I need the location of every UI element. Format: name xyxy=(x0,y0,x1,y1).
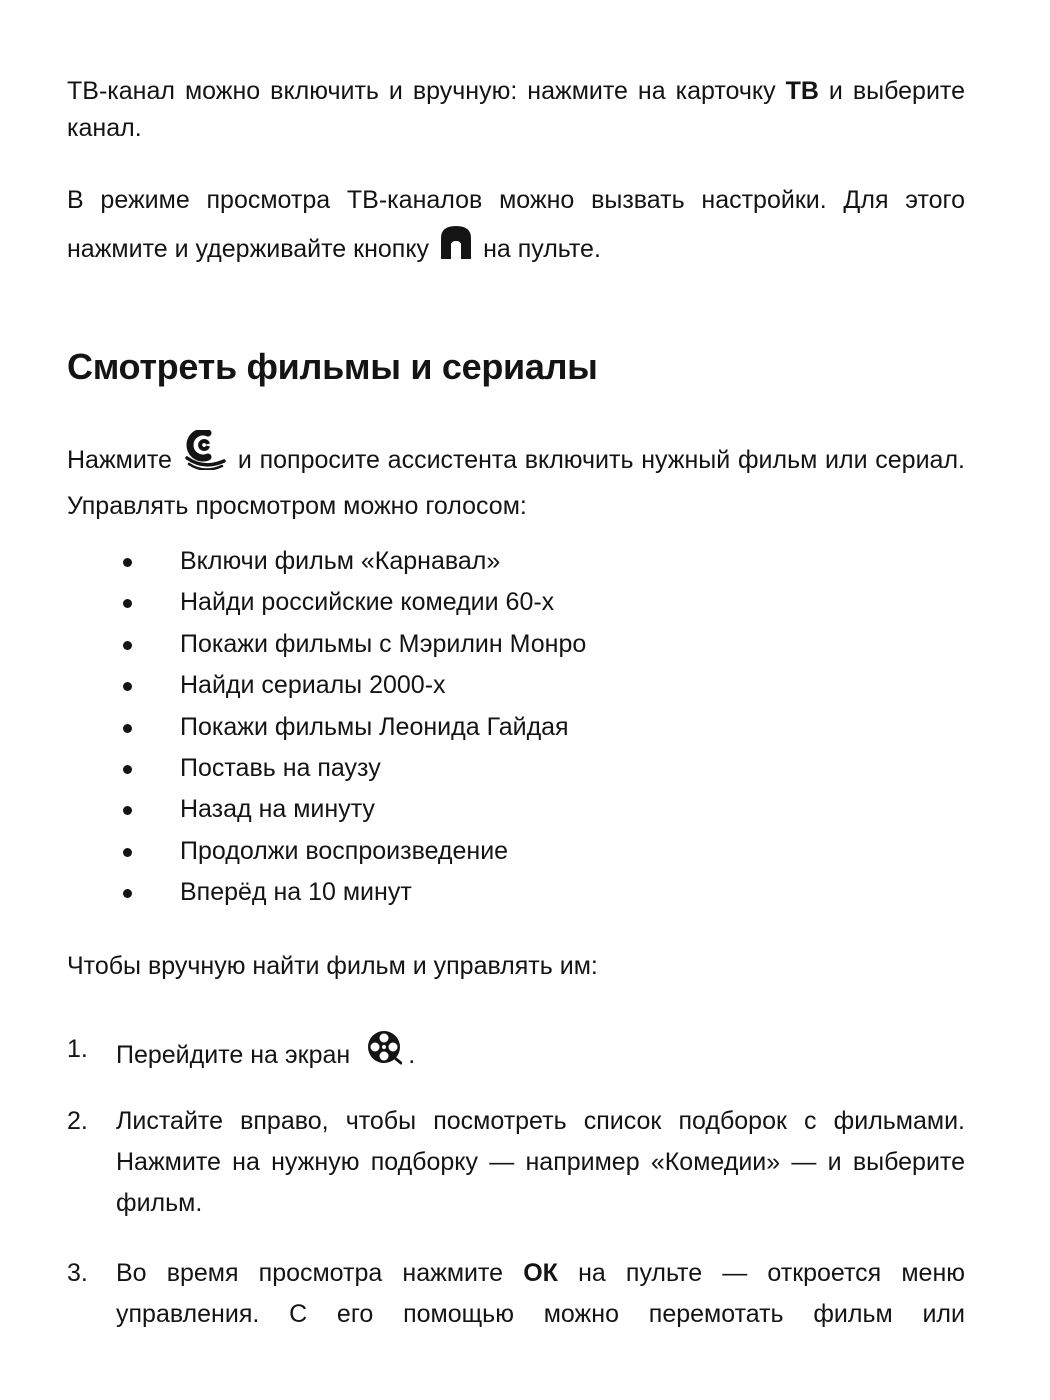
list-item xyxy=(67,789,965,830)
command-text: Поставь на паузу xyxy=(180,753,381,782)
list-item xyxy=(67,582,965,623)
settings-paragraph xyxy=(67,177,965,276)
manual-intro: Чтобы вручную найти фильм и управлять им: xyxy=(67,952,598,980)
tv-manual-text-before: ТВ-канал можно включить и вручную: нажмите на карточку xyxy=(67,77,786,105)
voice-text-before: Нажмите xyxy=(67,446,172,474)
section-heading: Смотреть фильмы и сериалы xyxy=(67,346,598,387)
voice-text-after: и попросите ассистента включить нужный фильм или сериал. Управлять просмотром можно голосом: xyxy=(67,446,965,520)
assistant-icon xyxy=(184,430,226,484)
command-text: Продолжи воспроизведение xyxy=(180,836,509,865)
command-text: Покажи фильмы с Мэрилин Монро xyxy=(180,629,587,658)
step-text: Листайте вправо, чтобы посмотреть список подборок с фильмами. Нажмите на нужную подборку — например «Комедии» — и выберите фильм. xyxy=(116,1107,965,1217)
step-number: 1. xyxy=(67,1035,88,1063)
home-icon xyxy=(437,223,475,276)
bullet-dot xyxy=(123,599,132,608)
tv-manual-text-after: и выберите канал. xyxy=(67,77,965,142)
tv-manual-bold: ТВ xyxy=(785,77,819,105)
settings-text-before: В режиме просмотра ТВ-каналов можно вызвать настройки. Для этого нажмите и удерживайте кнопку xyxy=(67,186,965,263)
settings-text-after: на пульте. xyxy=(483,235,601,263)
command-text: Покажи фильмы Леонида Гайдая xyxy=(180,712,569,741)
command-text: Найди российские комедии 60-х xyxy=(180,588,555,617)
film-reel-icon xyxy=(366,1029,402,1078)
step-item xyxy=(67,1253,965,1335)
step-number: 2. xyxy=(67,1107,88,1135)
bullet-dot xyxy=(123,765,132,774)
step-text-after: . xyxy=(408,1041,416,1069)
step-text xyxy=(116,1029,965,1078)
bullet-dot xyxy=(123,558,132,567)
bullet-dot xyxy=(123,724,132,733)
list-item xyxy=(67,665,965,706)
list-item xyxy=(67,624,965,665)
step-number: 3. xyxy=(67,1259,88,1287)
step-text-before: Перейдите на экран xyxy=(116,1041,351,1069)
tv-manual-paragraph xyxy=(67,73,965,147)
bullet-dot xyxy=(123,848,132,857)
step-item xyxy=(67,1101,965,1224)
bullet-dot xyxy=(123,889,132,898)
step-item xyxy=(67,1029,965,1078)
step-text-after: на пульте — откроется меню управления. С его помощью можно перемотать фильм или xyxy=(116,1259,965,1328)
command-text: Вперёд на 10 минут xyxy=(180,878,412,907)
bullet-dot xyxy=(123,641,132,650)
command-text: Найди сериалы 2000-х xyxy=(180,671,446,700)
list-item xyxy=(67,541,965,582)
voice-commands-list xyxy=(67,541,965,914)
list-item xyxy=(67,707,965,748)
list-item xyxy=(67,872,965,913)
bullet-dot xyxy=(123,806,132,815)
step-text-before: Во время просмотра нажмите xyxy=(116,1259,524,1287)
command-text: Включи фильм «Карнавал» xyxy=(180,547,501,575)
bullet-dot xyxy=(123,682,132,691)
step-text xyxy=(116,1253,965,1335)
step-bold: ОК xyxy=(523,1259,558,1287)
command-text: Назад на минуту xyxy=(180,795,375,824)
list-item xyxy=(67,748,965,789)
voice-paragraph xyxy=(67,430,965,528)
list-item xyxy=(67,831,965,872)
